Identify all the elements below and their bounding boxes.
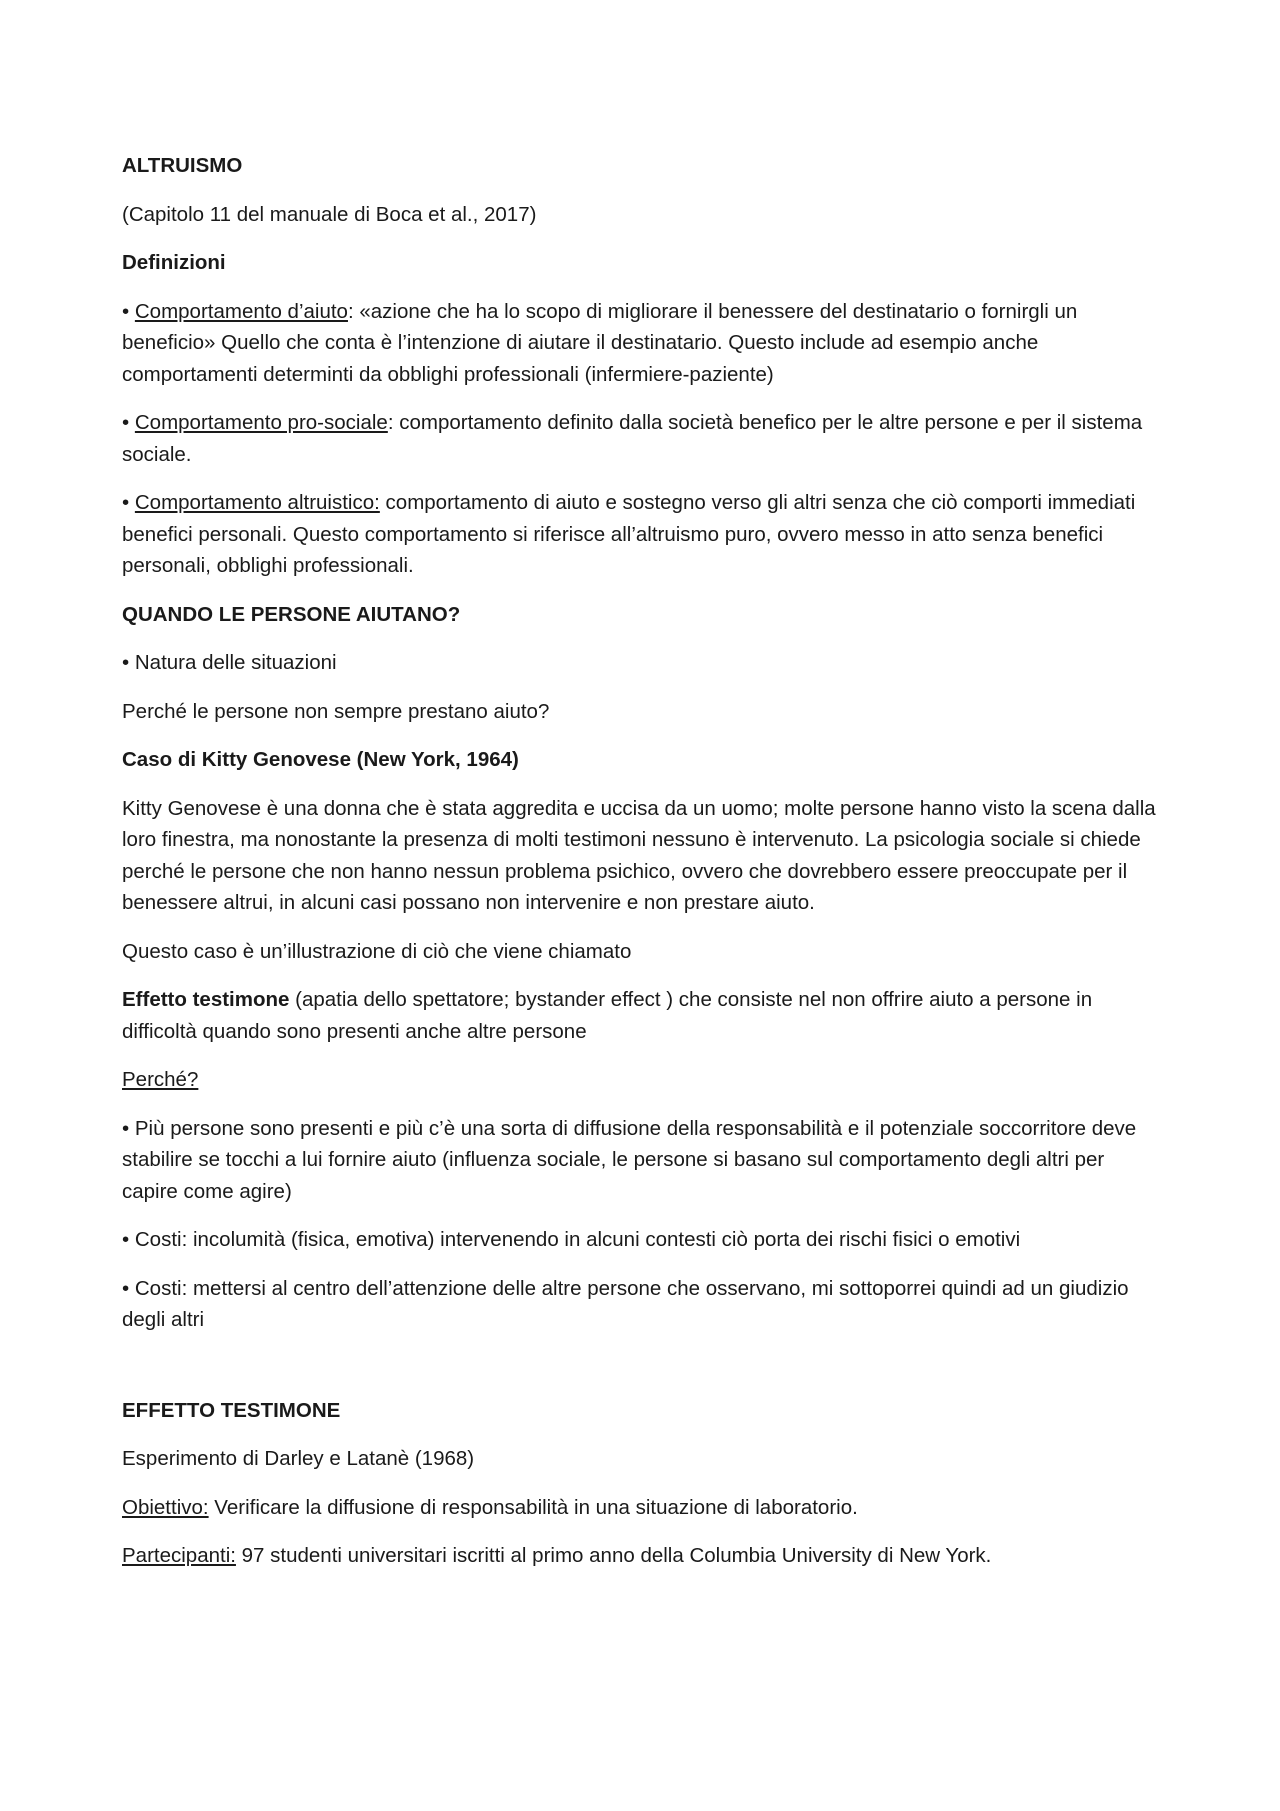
- objective-paragraph: [122, 1492, 1162, 1524]
- participants-label: Partecipanti:: [122, 1544, 236, 1567]
- definition-text: comportamento di aiuto e sostegno verso gli altri senza che ciò comporti immediati benefici personali. Questo comportamento si riferisce all’altruismo puro, ovvero messo in atto senza benefici personali, obblighi professionali.: [122, 491, 1136, 577]
- definition-term: Comportamento d’aiuto: [134, 299, 348, 323]
- participants-text: 97 studenti universitari iscritti al primo anno della Columbia University di New York.: [235, 1544, 992, 1567]
- bystander-effect-heading: EFFETTO TESTIMONE: [122, 1398, 341, 1422]
- document-title: ALTRUISMO: [122, 154, 243, 177]
- bullet: •: [122, 411, 135, 434]
- definition-altruistic-behavior: [122, 487, 1162, 582]
- definition-term: Comportamento altruistico:: [134, 491, 380, 514]
- reason-costs-attention: • Costi: mettersi al centro dell’attenzione delle altre persone che osservano, mi sottoporrei quindi ad un giudizio degli altri: [122, 1276, 1129, 1331]
- bystander-effect-term: Effetto testimone: [122, 988, 290, 1011]
- document-page: [122, 150, 1162, 1589]
- reason-diffusion-of-responsibility: • Più persone sono presenti e più c’è una sorta di diffusione della responsabilità e il potenziale soccorritore deve stabilire se tocchi a lui fornire aiuto (influenza sociale, le persone si basano sul comportamento degli altri per capire come agire): [122, 1116, 1137, 1203]
- nature-of-situations-bullet: • Natura delle situazioni: [122, 651, 337, 674]
- kitty-genovese-paragraph: Kitty Genovese è una donna che è stata aggredita e uccisa da un uomo; molte persone hanno visto la scena dalla loro finestra, ma nonostante la presenza di molti testimoni nessuno è intervenuto. La psicologia sociale si chiede perché le persone che non hanno nessun problema psichico, ovvero che dovrebbero essere preoccupate per il benessere altrui, in alcuni casi possano non intervenire e non prestare aiuto.: [122, 796, 1156, 914]
- bullet: •: [122, 491, 135, 514]
- bullet: •: [122, 299, 135, 323]
- why-label: [122, 1064, 1162, 1096]
- definition-helping-behavior: [122, 296, 1162, 391]
- chapter-reference: (Capitolo 11 del manuale di Boca et al., 2017): [122, 202, 537, 226]
- spacer: [122, 1353, 1162, 1395]
- definition-text: : «azione che ha lo scopo di migliorare il benessere del destinatario o fornirgli un beneficio» Quello che conta è l’intenzione di aiutare il destinatario. Questo include ad esempio anche comportamenti determinti da obblighi professionali (infermiere-paziente): [122, 299, 1078, 386]
- reason-costs-safety: • Costi: incolumità (fisica, emotiva) intervenendo in alcuni contesti ciò porta dei rischi fisici o emotivi: [122, 1228, 1021, 1251]
- objective-label: Obiettivo:: [122, 1495, 209, 1519]
- why-not-help-question: Perché le persone non sempre prestano aiuto?: [122, 699, 550, 723]
- participants-paragraph: [122, 1540, 1162, 1572]
- definition-prosocial-behavior: [122, 407, 1162, 470]
- definitions-heading: Definizioni: [122, 251, 226, 274]
- when-people-help-heading: QUANDO LE PERSONE AIUTANO?: [122, 602, 461, 626]
- experiment-reference: Esperimento di Darley e Latanè (1968): [122, 1447, 475, 1470]
- definition-term: Comportamento pro-sociale: [134, 411, 388, 434]
- objective-text: Verificare la diffusione di responsabilità in una situazione di laboratorio.: [208, 1495, 858, 1519]
- why-label-text: Perché?: [122, 1068, 199, 1091]
- kitty-genovese-heading: Caso di Kitty Genovese (New York, 1964): [122, 748, 519, 771]
- definition-text: : comportamento definito dalla società benefico per le altre persone e per il sistema sociale.: [122, 411, 1143, 466]
- illustration-paragraph: Questo caso è un’illustrazione di ciò che viene chiamato: [122, 939, 632, 963]
- bystander-effect-text: (apatia dello spettatore; bystander effect ) che consiste nel non offrire aiuto a persone in difficoltà quando sono presenti anche altre persone: [122, 988, 1093, 1043]
- bystander-effect-paragraph: [122, 984, 1162, 1047]
